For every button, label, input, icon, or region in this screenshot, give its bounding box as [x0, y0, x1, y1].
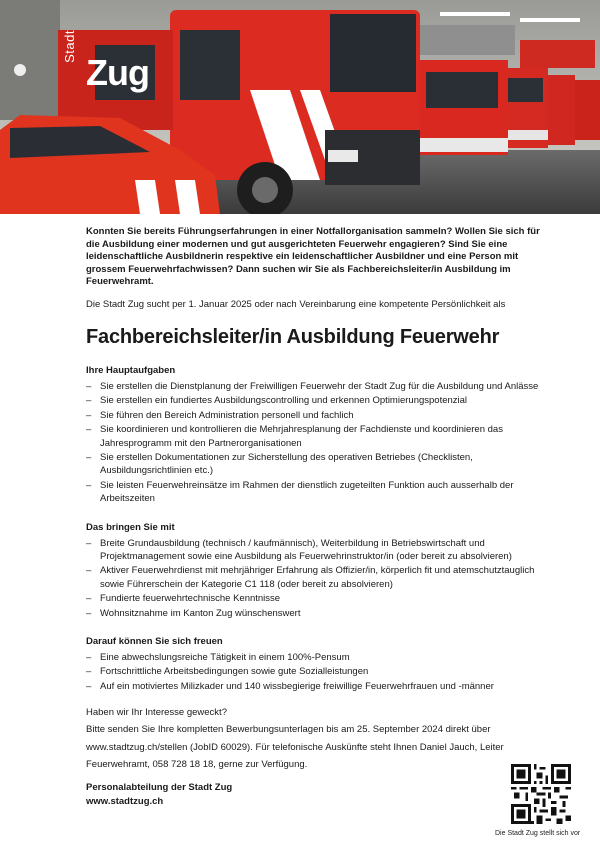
intro-paragraph: Konnten Sie bereits Führungserfahrungen in einer Notfallorganisation sammeln? Wollen Sie sich für die Ausbildung einer modernen und gut ausgerichteten Feuerwehr engagieren? Sind Sie eine leidenschaftliche Ausbildnerin respektive ein leidenschaftlicher Ausbildner und eine Person mit grossem Feuerwehrfachwissen? Dann suchen wir Sie als Fachbereichsleiter/in Ausbildung im Feuerwehramt.	[86, 226, 540, 288]
contact-block	[86, 704, 546, 773]
list-item: – Aktiver Feuerwehrdienst mit mehrjähriger Erfahrung als Offizier/in, körperlich fit und atemschutztauglich sowie Führerschein der Kategorie C1 118 (oder bereit zu absolvieren)	[86, 564, 546, 591]
list-item: – Sie erstellen Dokumentationen zur Sicherstellung des operativen Betriebes (Checklisten, Ausbildungsrichtlinien etc.)	[86, 451, 546, 478]
benefits-list	[86, 651, 546, 693]
list-item: – Wohnsitznahme im Kanton Zug wünschenswert	[86, 607, 546, 620]
list-item: – Breite Grundausbildung (technisch / kaufmännisch), Weiterbildung in Betriebswirtschaft und Projektmanagement sowie eine Ausbildung als Feuerwehrinstruktor/in (oder bereit zu absolvieren)	[86, 537, 546, 564]
contact-text: Bitte senden Sie Ihre kompletten Bewerbungsunterlagen bis am 25. September 2024 direkt über www.stadtzug.ch/stellen (JobID 60029). Für telefonische Auskünfte steht Ihnen Daniel Jauch, Leiter Feuerwehramt, 058 728 18 18, gerne zur Verfügung.	[86, 724, 504, 770]
tasks-list	[86, 380, 546, 506]
list-item: – Sie erstellen ein fundiertes Ausbildungscontrolling und erkennen Optimierungspotenzial	[86, 394, 546, 407]
section-heading-benefits: Darauf können Sie sich freuen	[86, 636, 223, 648]
qr-code-icon[interactable]	[511, 764, 571, 824]
fire-trucks-photo	[0, 0, 600, 214]
logo-small-text: Stadt	[62, 30, 77, 63]
qr-caption: Die Stadt Zug stellt sich vor	[495, 830, 581, 837]
hero-image	[0, 0, 600, 214]
signature-department: Personalabteilung der Stadt Zug	[86, 782, 233, 794]
list-item: – Fortschrittliche Arbeitsbedingungen sowie gute Sozialleistungen	[86, 665, 546, 678]
list-item: – Fundierte feuerwehrtechnische Kenntnisse	[86, 592, 546, 605]
requirements-list	[86, 537, 546, 620]
list-item: – Auf ein motiviertes Milizkader und 140 wissbegierige freiwillige Feuerwehrfrauen und -männer	[86, 680, 546, 693]
contact-question: Haben wir Ihr Interesse geweckt?	[86, 707, 227, 719]
job-title: Fachbereichsleiter/in Ausbildung Feuerwehr	[86, 325, 500, 348]
logo-big-text: Zug	[86, 52, 149, 93]
list-item: – Eine abwechslungsreiche Tätigkeit in einem 100%-Pensum	[86, 651, 546, 664]
list-item: – Sie erstellen die Dienstplanung der Freiwilligen Feuerwehr der Stadt Zug für die Ausbildung und Anlässe	[86, 380, 546, 393]
job-ad-content	[86, 226, 546, 808]
signature-block	[86, 781, 546, 808]
section-heading-tasks: Ihre Hauptaufgaben	[86, 364, 176, 376]
list-item: – Sie führen den Bereich Administration personell und fachlich	[86, 409, 546, 422]
lead-sentence: Die Stadt Zug sucht per 1. Januar 2025 oder nach Vereinbarung eine kompetente Persönlichkeit als	[86, 298, 506, 310]
list-item: – Sie leisten Feuerwehreinsätze im Rahmen der dienstlich zugeteilten Funktion auch ausserhalb der Arbeitszeiten	[86, 479, 546, 506]
section-heading-requirements: Das bringen Sie mit	[86, 521, 175, 533]
list-item: – Sie koordinieren und kontrollieren die Mehrjahresplanung der Fachdienste und koordinieren das Jahresprogramm mit den Partnerorganisationen	[86, 423, 546, 450]
signature-website[interactable]: www.stadtzug.ch	[86, 795, 164, 807]
